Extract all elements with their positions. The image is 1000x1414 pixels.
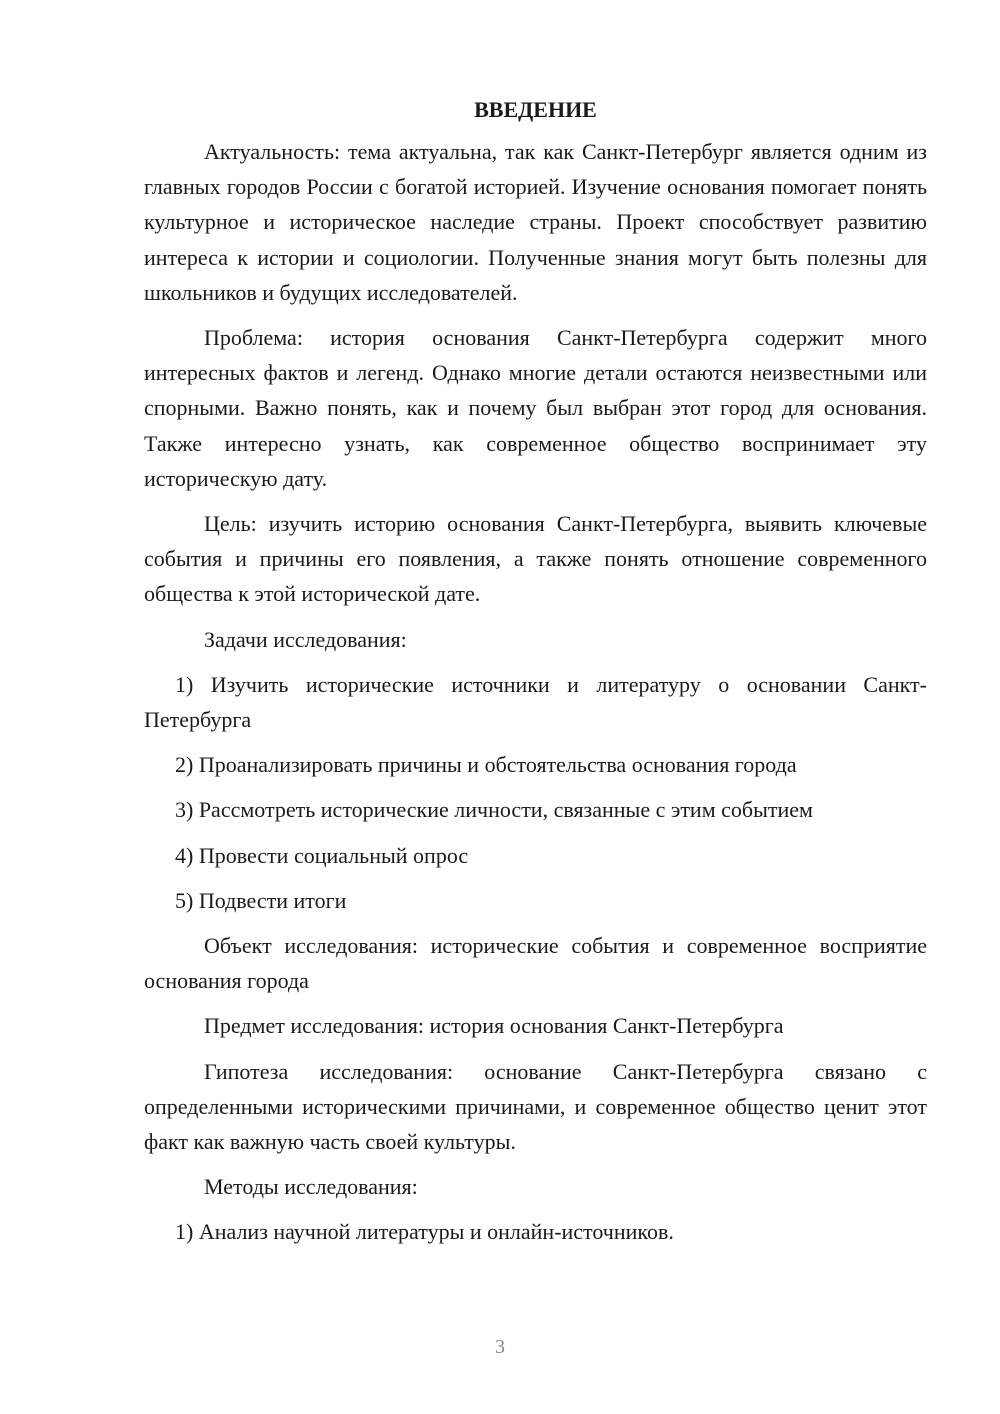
subject-paragraph: Предмет исследования: история основания Санкт-Петербурга <box>204 1013 784 1039</box>
task-item: 4) Провести социальный опрос <box>175 842 469 868</box>
hypothesis-paragraph: Гипотеза исследования: основание Санкт-Петербурга связано с определенными историческими причинами, и современное общество ценит этот факт как важную часть своей культуры. <box>144 1058 927 1155</box>
method-item: 1) Анализ научной литературы и онлайн-источников. <box>175 1219 674 1245</box>
object-paragraph: Объект исследования: исторические события и современное восприятие основания города <box>144 933 927 994</box>
methods-heading: Методы исследования: <box>204 1174 418 1200</box>
goal-paragraph: Цель: изучить историю основания Санкт-Петербурга, выявить ключевые события и причины его появления, а также понять отношение современного общества к этой исторической дате. <box>144 511 927 607</box>
page-number: 3 <box>495 1336 505 1358</box>
document-page <box>144 92 927 1260</box>
task-item: 2) Проанализировать причины и обстоятельства основания города <box>175 752 797 778</box>
document-title: ВВЕДЕНИЕ <box>474 97 597 122</box>
tasks-heading: Задачи исследования: <box>204 626 407 652</box>
problem-paragraph: Проблема: история основания Санкт-Петербурга содержит много интересных фактов и легенд. Однако многие детали остаются неизвестными или спорными. Важно понять, как и почему был выбран этот город для основания. Также интересно узнать, как современное общество воспринимает эту историческую дату. <box>144 325 927 491</box>
task-item: 1) Изучить исторические источники и литературу о основании Санкт-Петербурга <box>144 671 927 733</box>
task-item: 3) Рассмотреть исторические личности, связанные с этим событием <box>175 797 813 823</box>
task-item: 5) Подвести итоги <box>175 887 347 913</box>
relevance-paragraph: Актуальность: тема актуальна, так как Санкт-Петербург является одним из главных городов России с богатой историей. Изучение основания помогает понять культурное и историческое наследие страны. Проект способствует развитию интереса к истории и социологии. Полученные знания могут быть полезны для школьников и будущих исследователей. <box>144 139 927 305</box>
